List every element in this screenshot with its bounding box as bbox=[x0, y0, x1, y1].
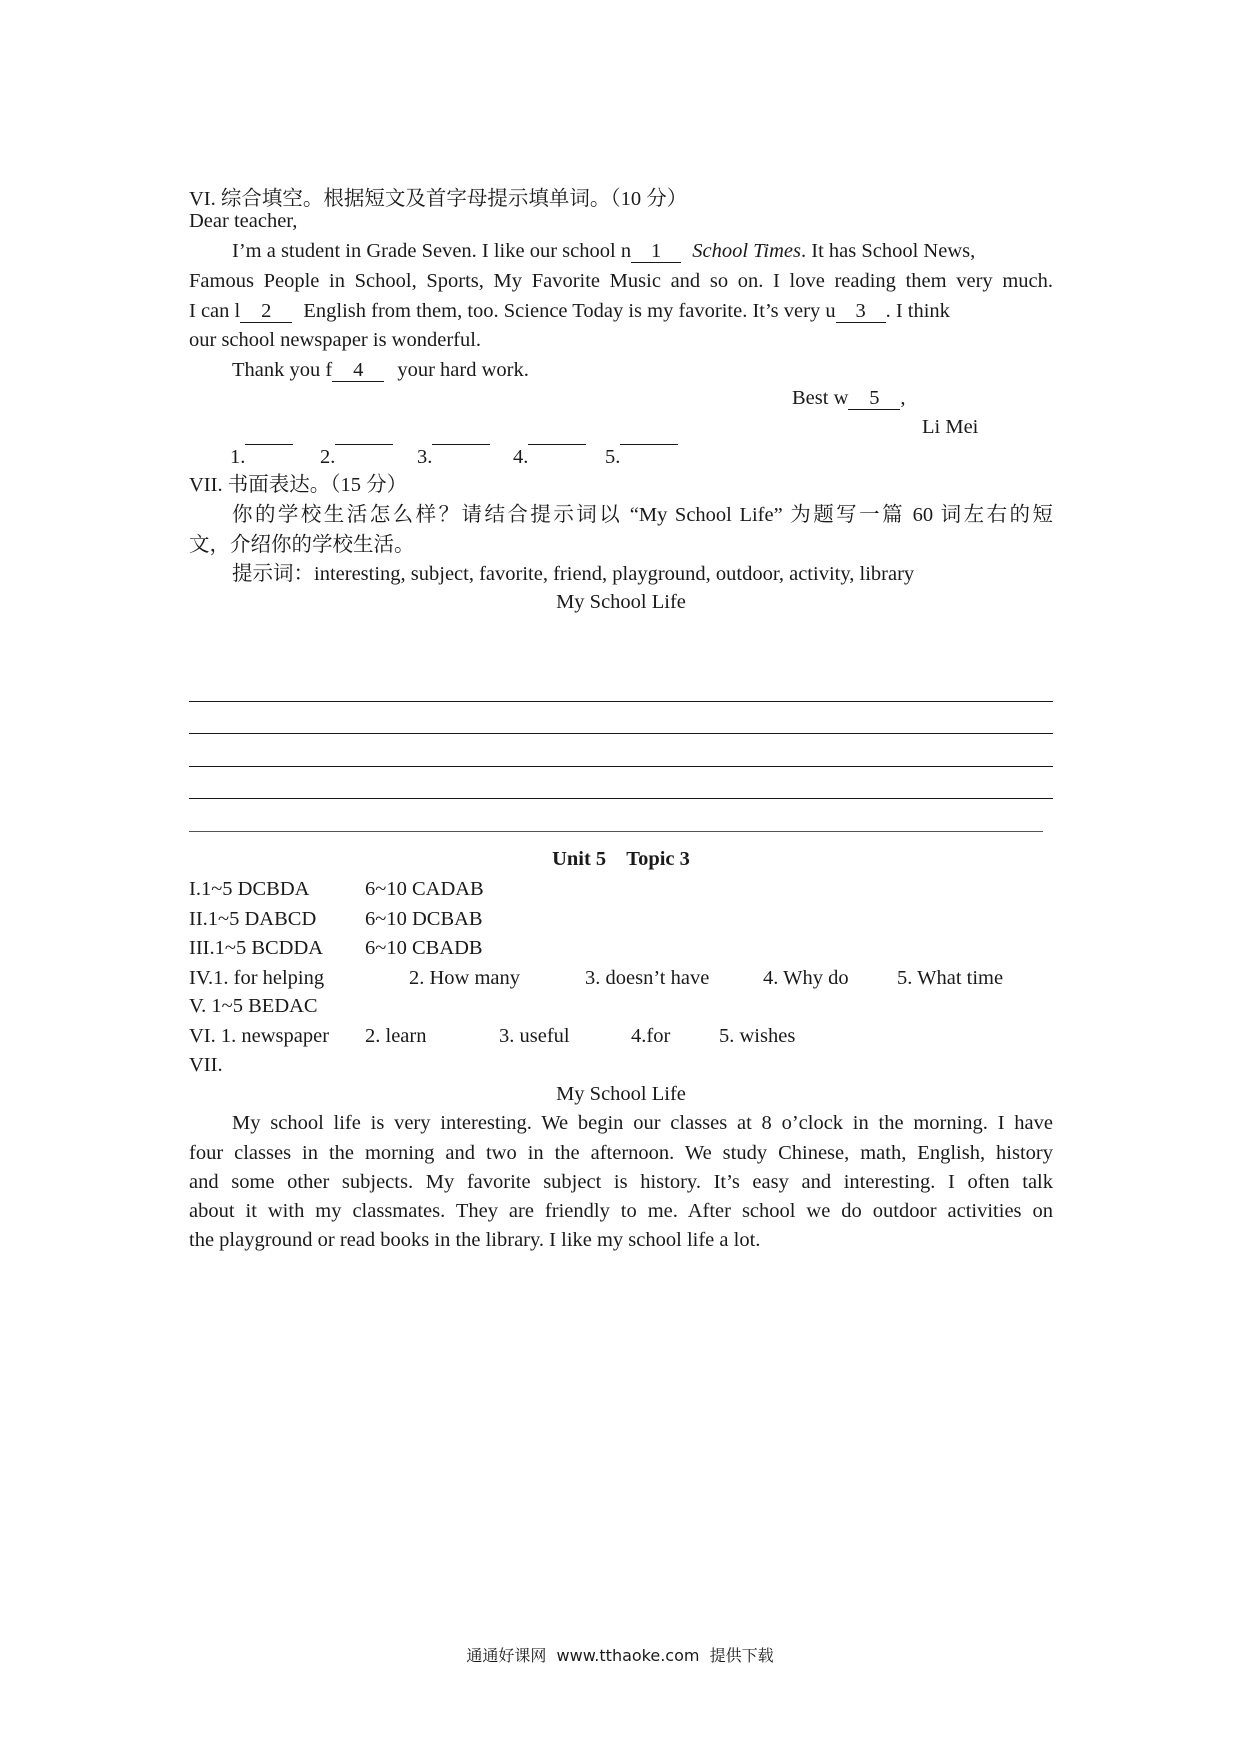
essay-line-4: about it with my classmates. They are friendly to me. After school we do outdoor activities on bbox=[189, 1200, 1053, 1222]
answer-line bbox=[335, 444, 393, 445]
answer-VII: VII. bbox=[189, 1054, 223, 1076]
writing-line-1 bbox=[189, 701, 1053, 702]
letter-line-3 bbox=[189, 298, 950, 324]
essay-line-3: and some other subjects. My favorite subject is history. It’s easy and interesting. I often talk bbox=[189, 1171, 1053, 1193]
essay-line-2: four classes in the morning and two in the afternoon. We study Chinese, math, English, history bbox=[189, 1142, 1053, 1164]
answer-VI-1: VI. 1. newspaper bbox=[189, 1025, 330, 1047]
letter-text: Thank you f bbox=[232, 359, 333, 381]
answer-IV-3: 3. doesn’t have bbox=[585, 967, 710, 989]
answer-IV-5: 5. What time bbox=[897, 967, 1004, 989]
answer-IV-4: 4. Why do bbox=[763, 967, 849, 989]
section-divider bbox=[189, 831, 1043, 832]
letter-line-5 bbox=[232, 357, 529, 383]
answer-III-part-2: 6~10 CBADB bbox=[365, 937, 483, 959]
blank-1: 1 bbox=[631, 240, 681, 263]
essay-line-1: My school life is very interesting. We begin our classes at 8 o’clock in the morning. I have bbox=[232, 1112, 1053, 1134]
blank-5: 5 bbox=[848, 387, 900, 410]
letter-line-1 bbox=[232, 238, 975, 264]
answer-VI-3: 3. useful bbox=[499, 1025, 570, 1047]
letter-signature: Li Mei bbox=[922, 416, 979, 438]
answer-key-header: Unit 5 Topic 3 bbox=[552, 848, 690, 870]
answer-IV-2: 2. How many bbox=[409, 967, 521, 989]
answer-II-part-1: II.1~5 DABCD bbox=[189, 908, 317, 930]
answer-V: V. 1~5 BEDAC bbox=[189, 995, 318, 1017]
answer-slot-2 bbox=[320, 444, 335, 470]
letter-closing bbox=[792, 385, 906, 411]
section-7-heading: VII. 书面表达。（15 分） bbox=[189, 474, 408, 496]
answer-slot-label: 3. bbox=[417, 446, 433, 468]
letter-text: I’m a student in Grade Seven. I like our school n bbox=[232, 240, 632, 262]
blank-4: 4 bbox=[332, 359, 384, 382]
answer-line bbox=[620, 444, 678, 445]
essay-title: My School Life bbox=[556, 1083, 686, 1105]
letter-greeting: Dear teacher, bbox=[189, 210, 298, 232]
letter-line-4: our school newspaper is wonderful. bbox=[189, 329, 482, 351]
answer-line bbox=[528, 444, 586, 445]
answer-line bbox=[245, 444, 293, 445]
section-7-title: My School Life bbox=[556, 591, 686, 613]
answer-slot-1 bbox=[230, 444, 245, 470]
answer-line bbox=[432, 444, 490, 445]
essay-line-5: the playground or read books in the library. I like my school life a lot. bbox=[189, 1229, 761, 1251]
letter-text: your hard work. bbox=[397, 359, 529, 381]
section-6-heading: VI. 综合填空。根据短文及首字母提示填单词。（10 分） bbox=[189, 188, 688, 210]
newspaper-name: School Times bbox=[692, 240, 801, 262]
letter-text: . I think bbox=[885, 300, 950, 322]
answer-slot-label: 4. bbox=[513, 446, 529, 468]
answer-I-part-1: I.1~5 DCBDA bbox=[189, 878, 310, 900]
letter-text: , bbox=[900, 387, 906, 409]
writing-line-4 bbox=[189, 798, 1053, 799]
letter-text: I can l bbox=[189, 300, 241, 322]
section-7-prompt-line-2: 文，介绍你的学校生活。 bbox=[189, 534, 415, 556]
answer-slot-label: 1. bbox=[230, 446, 246, 468]
answer-slots-row bbox=[189, 444, 1053, 470]
answer-I-part-2: 6~10 CADAB bbox=[365, 878, 484, 900]
letter-line-2: Famous People in School, Sports, My Favorite Music and so on. I love reading them very much. bbox=[189, 270, 1053, 292]
answer-VI-4: 4.for bbox=[631, 1025, 671, 1047]
page-footer: 通通好课网 www.tthaoke.com 提供下载 bbox=[466, 1646, 774, 1665]
answer-III-part-1: III.1~5 BCDDA bbox=[189, 937, 324, 959]
answer-II-part-2: 6~10 DCBAB bbox=[365, 908, 483, 930]
section-7-prompt-line-1: 你的学校生活怎么样？请结合提示词以 “My School Life” 为题写一篇 60 词左右的短 bbox=[232, 504, 1053, 526]
writing-line-3 bbox=[189, 766, 1053, 767]
blank-3: 3 bbox=[836, 300, 886, 323]
answer-slot-3 bbox=[417, 444, 432, 470]
answer-slot-5 bbox=[605, 444, 620, 470]
letter-text: Best w bbox=[792, 387, 849, 409]
writing-line-2 bbox=[189, 733, 1053, 734]
answer-slot-label: 5. bbox=[605, 446, 621, 468]
answer-slot-4 bbox=[513, 444, 528, 470]
answer-IV-1: IV.1. for helping bbox=[189, 967, 325, 989]
answer-slot-label: 2. bbox=[320, 446, 336, 468]
letter-text: English from them, too. Science Today is my favorite. It’s very u bbox=[303, 300, 836, 322]
answer-VI-5: 5. wishes bbox=[719, 1025, 796, 1047]
letter-text: . It has School News, bbox=[801, 240, 976, 262]
section-7-hint: 提示词：interesting, subject, favorite, friend, playground, outdoor, activity, library bbox=[232, 563, 915, 585]
blank-2: 2 bbox=[240, 300, 292, 323]
answer-VI-2: 2. learn bbox=[365, 1025, 427, 1047]
